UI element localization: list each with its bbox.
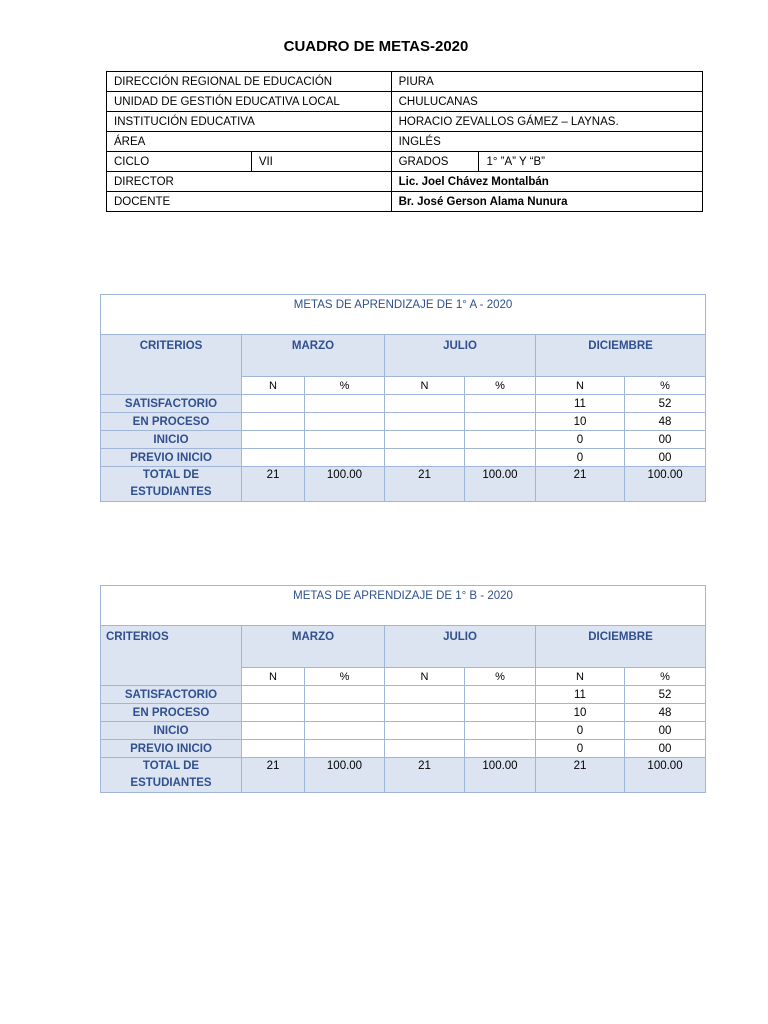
cell (385, 686, 465, 704)
cell: 00 (625, 722, 706, 740)
cell (242, 686, 305, 704)
ciclo-label: CICLO (107, 152, 252, 172)
table-row (101, 704, 706, 722)
director-value: Lic. Joel Chávez Montalbán (391, 172, 702, 192)
info-row-ie (107, 112, 703, 132)
cell (242, 740, 305, 758)
total-cell: 100.00 (465, 467, 536, 502)
total-cell: 100.00 (465, 758, 536, 793)
total-cell: 21 (242, 467, 305, 502)
total-label-line-1: TOTAL DE (142, 469, 200, 481)
cell (305, 449, 385, 467)
diciembre-pct-header: % (625, 668, 706, 686)
docente-value: Br. José Gerson Alama Nunura (391, 192, 702, 212)
cell (385, 395, 465, 413)
metas-table-a (100, 294, 706, 502)
ciclo-value: VII (251, 152, 391, 172)
cell (465, 722, 536, 740)
marzo-n-header: N (242, 377, 305, 395)
total-cell: 100.00 (305, 758, 385, 793)
ie-value: HORACIO ZEVALLOS GÁMEZ – LAYNAS. (391, 112, 702, 132)
cell (242, 431, 305, 449)
total-row (101, 467, 706, 502)
criterios-header: CRITERIOS (101, 335, 242, 395)
info-row-ugel (107, 92, 703, 112)
cell: 00 (625, 449, 706, 467)
area-label: ÁREA (107, 132, 392, 152)
total-label-line-1: TOTAL DE (142, 760, 200, 772)
area-value: INGLÉS (391, 132, 702, 152)
cell (465, 704, 536, 722)
marzo-header: MARZO (242, 335, 385, 377)
document-title: CUADRO DE METAS-2020 (283, 38, 469, 55)
total-cell: 100.00 (625, 758, 706, 793)
table-row (101, 722, 706, 740)
cell: 52 (625, 686, 706, 704)
total-cell: 100.00 (305, 467, 385, 502)
cell: 11 (536, 686, 625, 704)
cell: 0 (536, 449, 625, 467)
table-row (101, 449, 706, 467)
row-label: EN PROCESO (101, 704, 242, 722)
info-table (106, 71, 703, 212)
row-label: SATISFACTORIO (101, 395, 242, 413)
metas-b-title: METAS DE APRENDIZAJE DE 1° B - 2020 (101, 586, 706, 626)
cell (305, 740, 385, 758)
cell (465, 686, 536, 704)
info-row-ciclo (107, 152, 703, 172)
marzo-pct-header: % (305, 668, 385, 686)
metas-table-b (100, 585, 706, 793)
diciembre-n-header: N (536, 668, 625, 686)
ie-label: INSTITUCIÓN EDUCATIVA (107, 112, 392, 132)
cell (385, 449, 465, 467)
cell (305, 722, 385, 740)
cell: 0 (536, 431, 625, 449)
total-cell: 100.00 (625, 467, 706, 502)
cell: 10 (536, 704, 625, 722)
diciembre-header: DICIEMBRE (536, 626, 706, 668)
grados-label: GRADOS (391, 152, 479, 172)
cell: 11 (536, 395, 625, 413)
cell (305, 431, 385, 449)
docente-label: DOCENTE (107, 192, 392, 212)
total-label (101, 758, 242, 793)
table-row (101, 686, 706, 704)
ugel-label: UNIDAD DE GESTIÓN EDUCATIVA LOCAL (107, 92, 392, 112)
diciembre-n-header: N (536, 377, 625, 395)
row-label: PREVIO INICIO (101, 449, 242, 467)
total-cell: 21 (385, 758, 465, 793)
total-cell: 21 (536, 758, 625, 793)
cell (385, 413, 465, 431)
cell (465, 395, 536, 413)
marzo-n-header: N (242, 668, 305, 686)
julio-n-header: N (385, 377, 465, 395)
julio-pct-header: % (465, 377, 536, 395)
total-cell: 21 (242, 758, 305, 793)
cell (385, 740, 465, 758)
diciembre-header: DICIEMBRE (536, 335, 706, 377)
info-row-director (107, 172, 703, 192)
cell (305, 395, 385, 413)
cell: 48 (625, 704, 706, 722)
criterios-header: CRITERIOS (101, 626, 242, 686)
julio-pct-header: % (465, 668, 536, 686)
table-row (101, 395, 706, 413)
table-row (101, 740, 706, 758)
marzo-header: MARZO (242, 626, 385, 668)
dre-value: PIURA (391, 72, 702, 92)
cell (242, 449, 305, 467)
grados-value: 1° ”A” Y “B” (479, 152, 703, 172)
info-row-area (107, 132, 703, 152)
row-label: INICIO (101, 431, 242, 449)
cell (305, 704, 385, 722)
cell (465, 449, 536, 467)
cell (305, 413, 385, 431)
cell (242, 704, 305, 722)
row-label: INICIO (101, 722, 242, 740)
total-row (101, 758, 706, 793)
cell (385, 722, 465, 740)
cell (305, 686, 385, 704)
cell: 48 (625, 413, 706, 431)
row-label: PREVIO INICIO (101, 740, 242, 758)
ugel-value: CHULUCANAS (391, 92, 702, 112)
julio-header: JULIO (385, 335, 536, 377)
cell (242, 395, 305, 413)
total-label-line-2: ESTUDIANTES (130, 486, 212, 498)
dre-label: DIRECCIÓN REGIONAL DE EDUCACIÓN (107, 72, 392, 92)
cell (242, 413, 305, 431)
total-label (101, 467, 242, 502)
info-row-dre (107, 72, 703, 92)
cell: 0 (536, 740, 625, 758)
cell: 52 (625, 395, 706, 413)
julio-n-header: N (385, 668, 465, 686)
marzo-pct-header: % (305, 377, 385, 395)
cell (242, 722, 305, 740)
row-label: EN PROCESO (101, 413, 242, 431)
cell: 0 (536, 722, 625, 740)
total-cell: 21 (536, 467, 625, 502)
julio-header: JULIO (385, 626, 536, 668)
total-label-line-2: ESTUDIANTES (130, 777, 212, 789)
row-label: SATISFACTORIO (101, 686, 242, 704)
cell: 10 (536, 413, 625, 431)
total-cell: 21 (385, 467, 465, 502)
table-row (101, 413, 706, 431)
cell (385, 431, 465, 449)
cell (465, 413, 536, 431)
director-label: DIRECTOR (107, 172, 392, 192)
cell: 00 (625, 431, 706, 449)
info-row-docente (107, 192, 703, 212)
cell (385, 704, 465, 722)
metas-a-title: METAS DE APRENDIZAJE DE 1° A - 2020 (101, 295, 706, 335)
table-row (101, 431, 706, 449)
cell: 00 (625, 740, 706, 758)
cell (465, 740, 536, 758)
cell (465, 431, 536, 449)
diciembre-pct-header: % (625, 377, 706, 395)
